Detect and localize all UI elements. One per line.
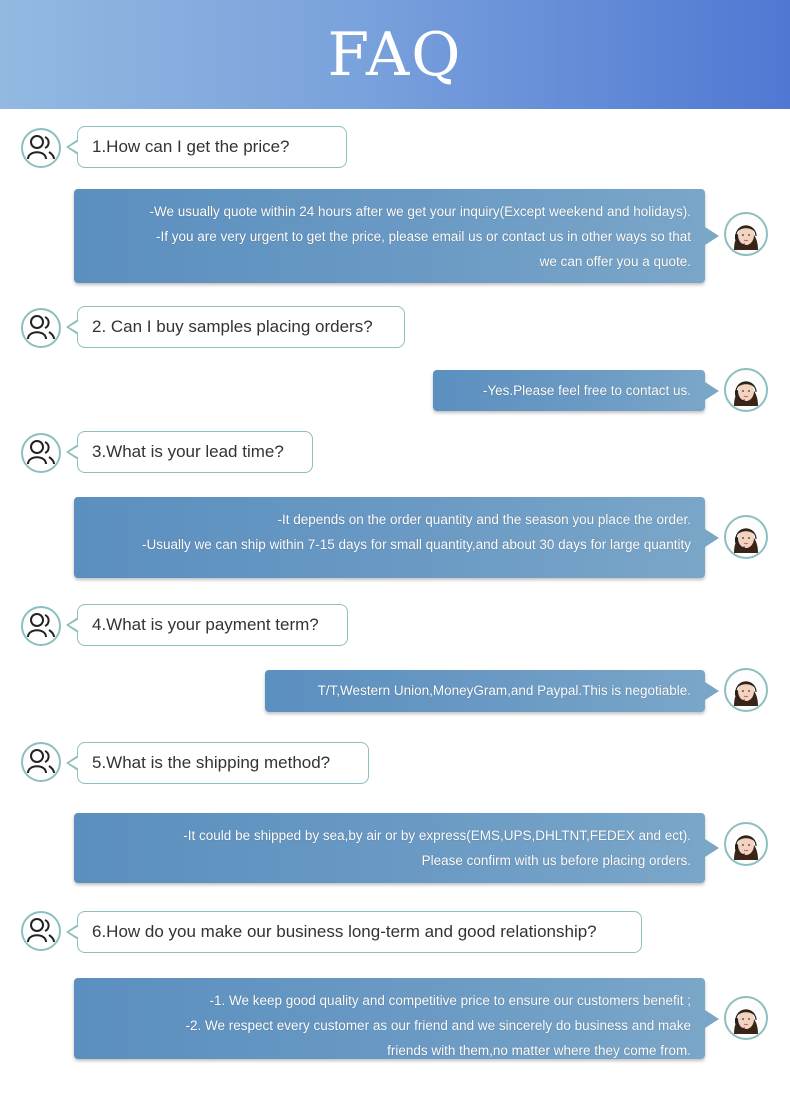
faq-answer-3-line-2: -Usually we can ship within 7-15 days for small quantity,and about 30 days for large quantity: [141, 537, 691, 552]
support-agent-icon: [724, 212, 768, 256]
faq-answer-4: [265, 670, 705, 712]
faq-answer-1-line-2: -If you are very urgent to get the price, please email us or contact us in other ways so that: [155, 229, 691, 244]
faq-answer-5-line-2: Please confirm with us before placing orders.: [421, 853, 691, 868]
faq-question-5: 5.What is the shipping method?: [77, 742, 369, 784]
faq-question-4: 4.What is your payment term?: [77, 604, 348, 646]
faq-answer-3-line-1: -It depends on the order quantity and the season you place the order.: [277, 512, 691, 527]
support-agent-icon: [724, 996, 768, 1040]
faq-answer-1-line-3: we can offer you a quote.: [539, 254, 691, 269]
support-agent-icon: [724, 822, 768, 866]
faq-answer-2-line-1: -Yes.Please feel free to contact us.: [482, 383, 691, 398]
faq-answer-1-line-1: -We usually quote within 24 hours after we get your inquiry(Except weekend and holidays).: [149, 204, 691, 219]
support-agent-icon: [724, 368, 768, 412]
faq-answer-5: [74, 813, 705, 883]
faq-question-2: 2. Can I buy samples placing orders?: [77, 306, 405, 348]
faq-answer-1: [74, 189, 705, 283]
faq-question-6: 6.How do you make our business long-term and good relationship?: [77, 911, 642, 953]
faq-question-1: 1.How can I get the price?: [77, 126, 347, 168]
faq-answer-5-line-1: -It could be shipped by sea,by air or by express(EMS,UPS,DHLTNT,FEDEX and ect).: [183, 828, 691, 843]
faq-question-3: 3.What is your lead time?: [77, 431, 313, 473]
support-agent-icon: [724, 668, 768, 712]
faq-answer-6-line-3: friends with them,no matter where they come from.: [387, 1043, 691, 1058]
faq-answer-6-line-2: -2. We respect every customer as our friend and we sincerely do business and make: [185, 1018, 691, 1033]
faq-answer-3: [74, 497, 705, 578]
user-outline-icon: [21, 606, 61, 646]
faq-answer-6-line-1: -1. We keep good quality and competitive price to ensure our customers benefit ;: [209, 993, 691, 1008]
faq-answer-2: [433, 370, 705, 411]
faq-header: [0, 0, 790, 109]
user-outline-icon: [21, 911, 61, 951]
user-outline-icon: [21, 128, 61, 168]
user-outline-icon: [21, 742, 61, 782]
user-outline-icon: [21, 308, 61, 348]
faq-answer-4-line-1: T/T,Western Union,MoneyGram,and Paypal.This is negotiable.: [317, 683, 691, 698]
support-agent-icon: [724, 515, 768, 559]
page-title: FAQ: [327, 19, 463, 90]
faq-answer-6: [74, 978, 705, 1059]
user-outline-icon: [21, 433, 61, 473]
